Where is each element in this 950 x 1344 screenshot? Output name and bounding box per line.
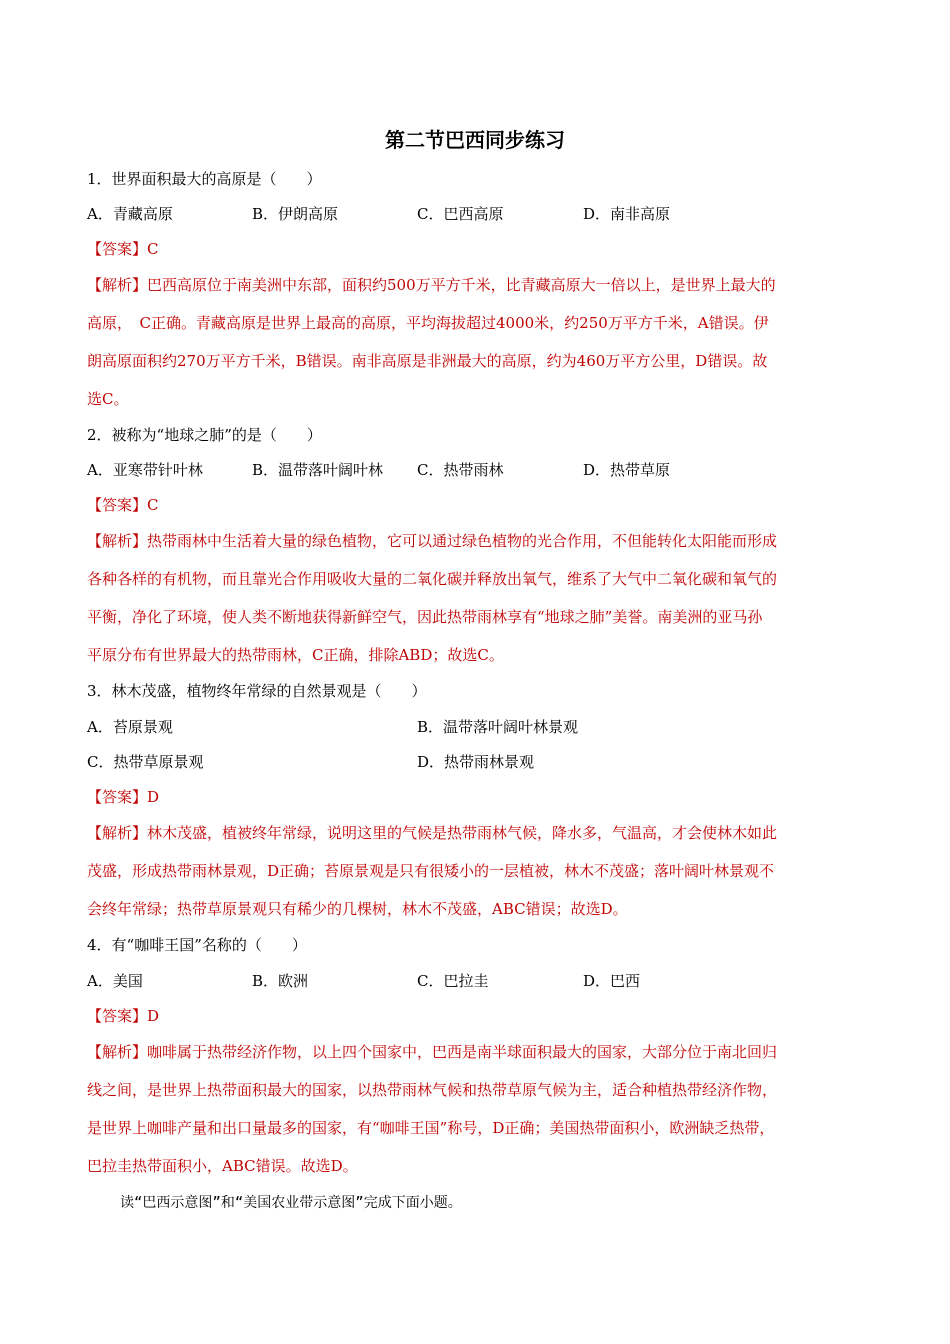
question-2-option-b: B．温带落叶阔叶林 bbox=[252, 461, 384, 479]
question-4-stem: 4．有“咖啡王国”名称的（ ） bbox=[87, 936, 307, 954]
question-2-analysis-line: 平衡，净化了环境，使人类不断地获得新鲜空气，因此热带雨林享有“地球之肺”美誉。南美洲的亚马孙 bbox=[87, 608, 763, 626]
question-3-option-a: A．苔原景观 bbox=[87, 718, 173, 736]
question-1-option-b: B．伊朗高原 bbox=[252, 205, 339, 223]
question-4-option-a: A．美国 bbox=[87, 972, 143, 990]
question-1-analysis-line: 选C。 bbox=[87, 390, 129, 408]
question-3-stem: 3．林木茂盛，植物终年常绿的自然景观是（ ） bbox=[87, 682, 427, 700]
question-4-answer: 【答案】D bbox=[87, 1007, 160, 1025]
question-2-answer: 【答案】C bbox=[87, 496, 159, 514]
question-4-analysis-line: 【解析】咖啡属于热带经济作物，以上四个国家中，巴西是南半球面积最大的国家，大部分位于南北回归 bbox=[87, 1043, 778, 1061]
question-4-option-b: B．欧洲 bbox=[252, 972, 309, 990]
question-3-answer: 【答案】D bbox=[87, 788, 160, 806]
question-1-analysis-line: 高原， C正确。青藏高原是世界上最高的高原，平均海拔超过4000米，约250万平方千米，A错误。伊 bbox=[87, 314, 769, 332]
question-2-option-a: A．亚寒带针叶林 bbox=[87, 461, 203, 479]
question-4-analysis-line: 线之间，是世界上热带面积最大的国家，以热带雨林气候和热带草原气候为主，适合种植热带经济作物， bbox=[87, 1081, 778, 1099]
question-1-analysis-line: 朗高原面积约270万平方千米，B错误。南非高原是非洲最大的高原，约为460万平方公里，D错误。故 bbox=[87, 352, 768, 370]
question-3-analysis-line: 会终年常绿；热带草原景观只有稀少的几棵树，林木不茂盛，ABC错误；故选D。 bbox=[87, 900, 628, 918]
question-2-analysis-line: 各种各样的有机物，而且靠光合作用吸收大量的二氧化碳并释放出氧气，维系了大气中二氧化碳和氧气的 bbox=[87, 570, 778, 588]
question-1-option-a: A．青藏高原 bbox=[87, 205, 173, 223]
question-4-option-d: D．巴西 bbox=[583, 972, 641, 990]
question-2-option-c: C．热带雨林 bbox=[417, 461, 504, 479]
question-2-stem: 2．被称为“地球之肺”的是（ ） bbox=[87, 426, 322, 444]
question-3-option-b: B．温带落叶阔叶林景观 bbox=[417, 718, 579, 736]
question-3-option-d: D．热带雨林景观 bbox=[417, 753, 535, 771]
question-2-analysis-line: 平原分布有世界最大的热带雨林，C正确，排除ABD；故选C。 bbox=[87, 646, 504, 664]
question-4-analysis-line: 是世界上咖啡产量和出口量最多的国家，有“咖啡王国”称号，D正确；美国热带面积小，欧洲缺乏热带， bbox=[87, 1119, 775, 1137]
question-3-option-c: C．热带草原景观 bbox=[87, 753, 204, 771]
reading-instruction: 读“巴西示意图”和“美国农业带示意图”完成下面小题。 bbox=[120, 1195, 462, 1211]
question-1-analysis-line: 【解析】巴西高原位于南美洲中东部，面积约500万平方千米，比青藏高原大一倍以上，是世界上最大的 bbox=[87, 276, 776, 294]
question-1-option-c: C．巴西高原 bbox=[417, 205, 504, 223]
question-4-analysis-line: 巴拉圭热带面积小，ABC错误。故选D。 bbox=[87, 1157, 358, 1175]
question-4-option-c: C．巴拉圭 bbox=[417, 972, 489, 990]
question-2-option-d: D．热带草原 bbox=[583, 461, 671, 479]
question-1-stem: 1．世界面积最大的高原是（ ） bbox=[87, 170, 322, 188]
question-2-analysis-line: 【解析】热带雨林中生活着大量的绿色植物，它可以通过绿色植物的光合作用，不但能转化太阳能而形成 bbox=[87, 532, 778, 550]
question-3-analysis-line: 茂盛，形成热带雨林景观，D正确；苔原景观是只有很矮小的一层植被，林木不茂盛；落叶阔叶林景观不 bbox=[87, 862, 775, 880]
question-1-option-d: D．南非高原 bbox=[583, 205, 671, 223]
page-title: 第二节巴西同步练习 bbox=[385, 128, 565, 152]
question-3-analysis-line: 【解析】林木茂盛，植被终年常绿，说明这里的气候是热带雨林气候，降水多，气温高，才会使林木如此 bbox=[87, 824, 778, 842]
question-1-answer: 【答案】C bbox=[87, 240, 159, 258]
